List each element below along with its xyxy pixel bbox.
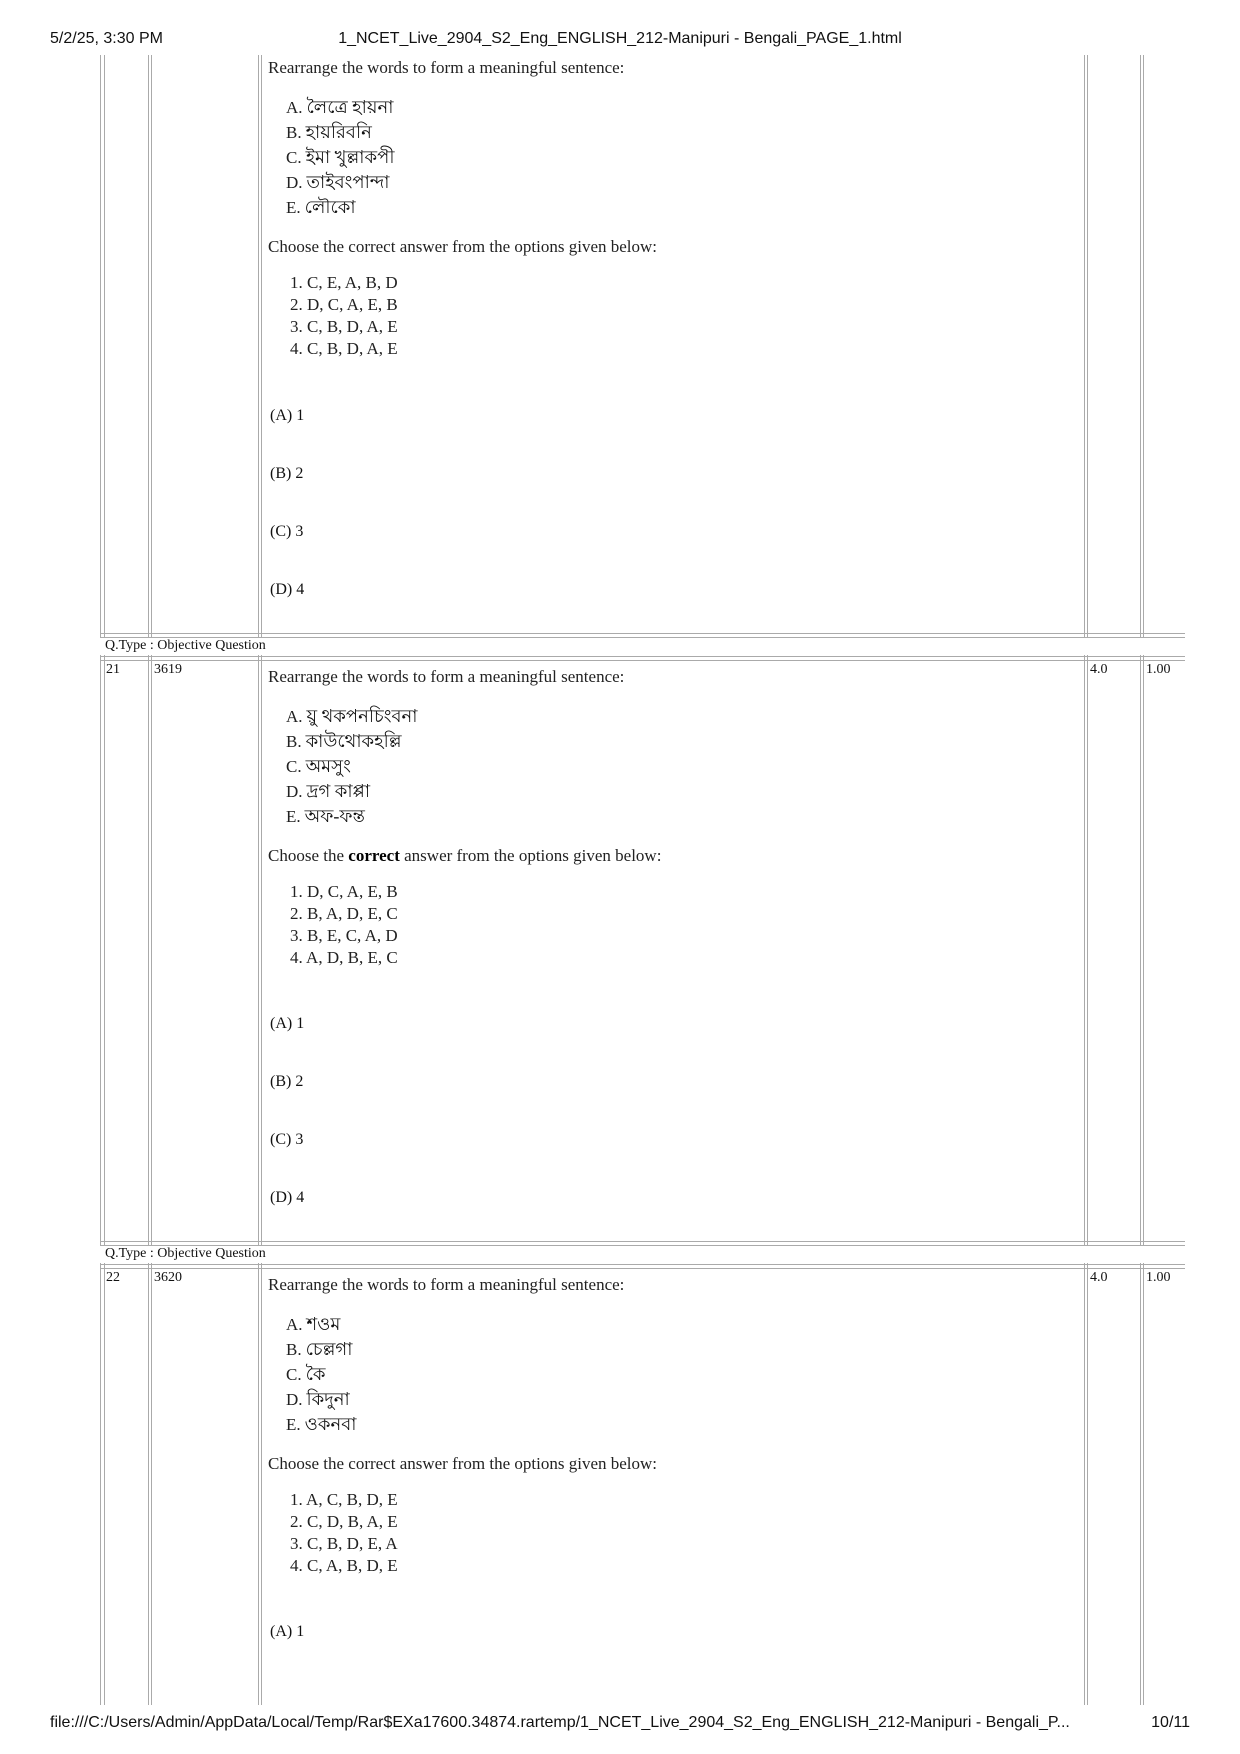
answer-choice-b: (B) 2 — [270, 1073, 304, 1090]
question-table — [100, 55, 1185, 1705]
question-negative-marks: 1.00 — [1146, 1270, 1171, 1285]
word-list — [286, 1312, 828, 1437]
answer-choice-a: (A) 1 — [270, 1015, 305, 1032]
option-item: 1. C, E, A, B, D — [290, 273, 398, 292]
question-21-body — [268, 666, 828, 969]
print-footer — [50, 1714, 1190, 1736]
option-item: 2. B, A, D, E, C — [290, 904, 398, 923]
col-rule-negative — [1140, 55, 1141, 1705]
question-20-body — [268, 57, 828, 360]
col-rule-number-inner — [151, 55, 152, 1705]
word-item: A. লৈত্রে হায়না — [286, 97, 394, 117]
answer-choice-d: (D) 4 — [270, 581, 305, 598]
question-negative-marks: 1.00 — [1146, 662, 1171, 677]
word-list — [286, 95, 828, 220]
row-divider — [100, 656, 1185, 657]
word-item: D. কিদুনা — [286, 1389, 350, 1409]
question-number: 21 — [106, 662, 120, 677]
question-id: 3620 — [154, 1270, 182, 1285]
option-item: 3. C, B, D, A, E — [290, 317, 398, 336]
answer-choice-c: (C) 3 — [270, 1131, 304, 1148]
row-divider — [100, 660, 1185, 661]
answer-choice-a: (A) 1 — [270, 1623, 305, 1640]
option-item: 4. C, B, D, A, E — [290, 339, 398, 358]
question-prompt: Rearrange the words to form a meaningful sentence: — [268, 1275, 625, 1294]
option-item: 3. B, E, C, A, D — [290, 926, 398, 945]
question-22-body — [268, 1274, 828, 1577]
print-datetime: 5/2/25, 3:30 PM — [50, 30, 163, 47]
word-item: A. য়ু থকপনচিংবনা — [286, 706, 418, 726]
file-path: file:///C:/Users/Admin/AppData/Local/Temp/Rar$EXa17600.34874.rartemp/1_NCET_Live_2904_S2_Eng_ENGLISH_212-Manipuri - Bengali_P... — [50, 1714, 1070, 1731]
answer-choice-c: (C) 3 — [270, 523, 304, 540]
word-item: D. তাইবংপান্দা — [286, 172, 390, 192]
row-divider — [100, 1268, 1185, 1269]
print-title: 1_NCET_Live_2904_S2_Eng_ENGLISH_212-Manipuri - Bengali_PAGE_1.html — [338, 30, 902, 47]
word-item: E. অফ-ফন্ত — [286, 806, 365, 826]
option-item: 4. C, A, B, D, E — [290, 1556, 398, 1575]
word-item: E. ওকনবা — [286, 1414, 357, 1434]
question-id: 3619 — [154, 662, 182, 677]
option-list — [290, 272, 828, 360]
table-border-left-inner — [104, 55, 105, 1705]
word-item: B. হায়রিবনি — [286, 122, 372, 142]
page-number: 10/11 — [1151, 1714, 1190, 1731]
choose-instruction: Choose the correct answer from the options given below: — [268, 846, 662, 865]
word-item: B. চেল্লগা — [286, 1339, 353, 1359]
word-item: A. শওম — [286, 1314, 341, 1334]
row-divider — [100, 633, 1185, 634]
col-rule-marks-inner — [1087, 55, 1088, 1705]
choose-instruction: Choose the correct answer from the options given below: — [268, 237, 658, 256]
answer-choice-d: (D) 4 — [270, 1189, 305, 1206]
qtype-label: Q.Type : Objective Question — [105, 638, 266, 653]
answer-choice-a: (A) 1 — [270, 407, 305, 424]
qtype-label: Q.Type : Objective Question — [105, 1246, 266, 1261]
question-prompt: Rearrange the words to form a meaningful sentence: — [268, 667, 625, 686]
option-item: 1. A, C, B, D, E — [290, 1490, 398, 1509]
choose-instruction: Choose the correct answer from the options given below: — [268, 1454, 658, 1473]
word-item: C. কৈ — [286, 1364, 326, 1384]
option-list — [290, 881, 828, 969]
option-list — [290, 1489, 828, 1577]
row-divider — [100, 1264, 1185, 1265]
option-item: 3. C, B, D, E, A — [290, 1534, 398, 1553]
question-prompt: Rearrange the words to form a meaningful sentence: — [268, 58, 625, 77]
col-rule-marks — [1084, 55, 1085, 1705]
col-rule-number — [148, 55, 149, 1705]
question-marks: 4.0 — [1090, 1270, 1108, 1285]
option-item: 2. C, D, B, A, E — [290, 1512, 398, 1531]
row-divider — [100, 1241, 1185, 1242]
word-list — [286, 704, 828, 829]
word-item: C. ইমা খুল্লাকপী — [286, 147, 395, 167]
question-marks: 4.0 — [1090, 662, 1108, 677]
word-item: B. কাউথোকহল্লি — [286, 731, 402, 751]
question-number: 22 — [106, 1270, 120, 1285]
col-rule-id-inner — [261, 55, 262, 1705]
answer-choice-b: (B) 2 — [270, 465, 304, 482]
col-rule-negative-inner — [1143, 55, 1144, 1705]
option-item: 2. D, C, A, E, B — [290, 295, 398, 314]
table-border-left — [100, 55, 101, 1705]
col-rule-id — [258, 55, 259, 1705]
option-item: 1. D, C, A, E, B — [290, 882, 398, 901]
word-item: E. লৌকো — [286, 197, 356, 217]
word-item: C. অমসুং — [286, 756, 351, 776]
option-item: 4. A, D, B, E, C — [290, 948, 398, 967]
word-item: D. দ্রগ কাপ্পা — [286, 781, 371, 801]
print-header — [50, 30, 1190, 52]
